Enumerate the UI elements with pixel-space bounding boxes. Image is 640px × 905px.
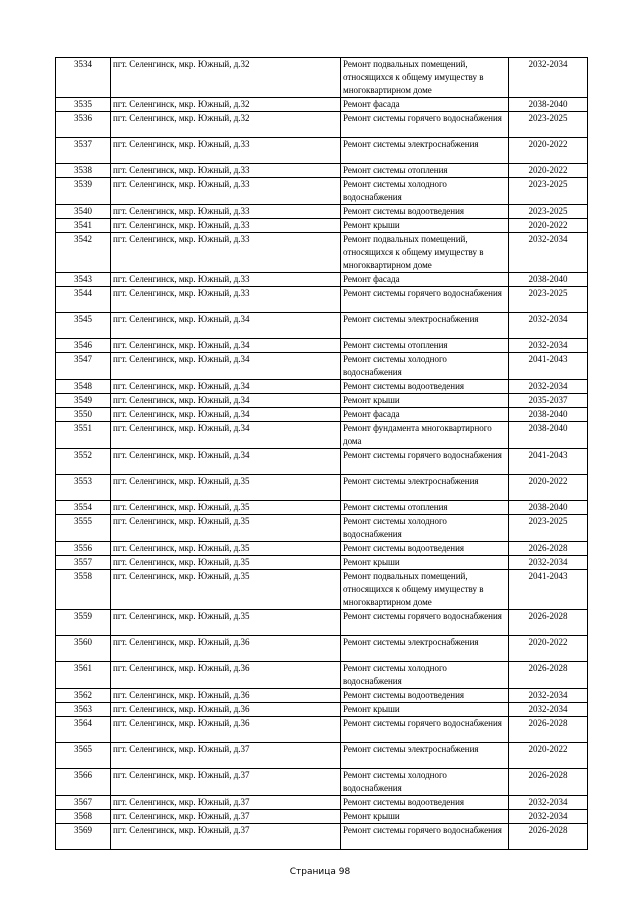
period-cell: 2026-2028 [509,542,588,556]
row-number: 3569 [56,824,111,850]
period-cell: 2032-2034 [509,380,588,394]
row-number: 3565 [56,743,111,769]
table-row [56,515,588,542]
repair-schedule-table [55,57,588,850]
row-number: 3549 [56,394,111,408]
period-cell: 2032-2034 [509,556,588,570]
address-cell: пгт. Селенгинск, мкр. Южный, д.33 [111,233,341,273]
work-type-cell: Ремонт фасада [341,273,509,287]
address-cell: пгт. Селенгинск, мкр. Южный, д.34 [111,339,341,353]
work-type-cell: Ремонт системы горячего водоснабжения [341,287,509,313]
address-cell: пгт. Селенгинск, мкр. Южный, д.36 [111,703,341,717]
period-cell: 2032-2034 [509,796,588,810]
work-type-cell: Ремонт системы электроснабжения [341,636,509,662]
address-cell: пгт. Селенгинск, мкр. Южный, д.35 [111,556,341,570]
address-cell: пгт. Селенгинск, мкр. Южный, д.36 [111,636,341,662]
table-row [56,313,588,339]
period-cell: 2020-2022 [509,138,588,164]
work-type-cell: Ремонт системы отопления [341,164,509,178]
period-cell: 2038-2040 [509,422,588,449]
row-number: 3550 [56,408,111,422]
row-number: 3568 [56,810,111,824]
period-cell: 2020-2022 [509,743,588,769]
address-cell: пгт. Селенгинск, мкр. Южный, д.34 [111,449,341,475]
row-number: 3535 [56,98,111,112]
work-type-cell: Ремонт системы горячего водоснабжения [341,112,509,138]
address-cell: пгт. Селенгинск, мкр. Южный, д.34 [111,353,341,380]
period-cell: 2023-2025 [509,205,588,219]
work-type-cell: Ремонт системы холодного водоснабжения [341,662,509,689]
period-cell: 2038-2040 [509,408,588,422]
row-number: 3536 [56,112,111,138]
period-cell: 2026-2028 [509,717,588,743]
address-cell: пгт. Селенгинск, мкр. Южный, д.32 [111,112,341,138]
address-cell: пгт. Селенгинск, мкр. Южный, д.35 [111,475,341,501]
table-row [56,380,588,394]
table-row [56,205,588,219]
row-number: 3537 [56,138,111,164]
period-cell: 2032-2034 [509,810,588,824]
work-type-cell: Ремонт крыши [341,810,509,824]
table-row [56,662,588,689]
address-cell: пгт. Селенгинск, мкр. Южный, д.37 [111,824,341,850]
row-number: 3547 [56,353,111,380]
row-number: 3544 [56,287,111,313]
row-number: 3542 [56,233,111,273]
table-row [56,570,588,610]
work-type-cell: Ремонт системы электроснабжения [341,743,509,769]
period-cell: 2026-2028 [509,824,588,850]
table-row [56,273,588,287]
work-type-cell: Ремонт системы холодного водоснабжения [341,178,509,205]
work-type-cell: Ремонт системы водоотведения [341,380,509,394]
work-type-cell: Ремонт фасада [341,98,509,112]
row-number: 3541 [56,219,111,233]
address-cell: пгт. Селенгинск, мкр. Южный, д.37 [111,769,341,796]
row-number: 3562 [56,689,111,703]
table-row [56,689,588,703]
row-number: 3543 [56,273,111,287]
work-type-cell: Ремонт крыши [341,219,509,233]
table-row [56,408,588,422]
table-row [56,98,588,112]
row-number: 3548 [56,380,111,394]
work-type-cell: Ремонт крыши [341,394,509,408]
period-cell: 2026-2028 [509,769,588,796]
table-row [56,353,588,380]
address-cell: пгт. Селенгинск, мкр. Южный, д.34 [111,394,341,408]
address-cell: пгт. Селенгинск, мкр. Южный, д.37 [111,743,341,769]
table-row [56,610,588,636]
table-row [56,703,588,717]
period-cell: 2032-2034 [509,233,588,273]
address-cell: пгт. Селенгинск, мкр. Южный, д.33 [111,287,341,313]
table-row [56,743,588,769]
table-row [56,769,588,796]
table-row [56,422,588,449]
table-row [56,796,588,810]
period-cell: 2023-2025 [509,515,588,542]
table-row [56,556,588,570]
page-number: Страница 98 [289,867,351,877]
period-cell: 2032-2034 [509,313,588,339]
row-number: 3558 [56,570,111,610]
table-row [56,394,588,408]
address-cell: пгт. Селенгинск, мкр. Южный, д.36 [111,662,341,689]
address-cell: пгт. Селенгинск, мкр. Южный, д.35 [111,515,341,542]
address-cell: пгт. Селенгинск, мкр. Южный, д.37 [111,810,341,824]
period-cell: 2038-2040 [509,273,588,287]
address-cell: пгт. Селенгинск, мкр. Южный, д.33 [111,178,341,205]
work-type-cell: Ремонт системы электроснабжения [341,313,509,339]
table-row [56,58,588,98]
address-cell: пгт. Селенгинск, мкр. Южный, д.32 [111,58,341,98]
work-type-cell: Ремонт системы горячего водоснабжения [341,824,509,850]
address-cell: пгт. Селенгинск, мкр. Южный, д.34 [111,422,341,449]
row-number: 3560 [56,636,111,662]
table-row [56,164,588,178]
period-cell: 2032-2034 [509,689,588,703]
row-number: 3534 [56,58,111,98]
table-row [56,810,588,824]
period-cell: 2032-2034 [509,703,588,717]
work-type-cell: Ремонт системы водоотведения [341,542,509,556]
address-cell: пгт. Селенгинск, мкр. Южный, д.34 [111,380,341,394]
table-row [56,636,588,662]
work-type-cell: Ремонт системы электроснабжения [341,138,509,164]
address-cell: пгт. Селенгинск, мкр. Южный, д.34 [111,408,341,422]
period-cell: 2041-2043 [509,570,588,610]
work-type-cell: Ремонт системы холодного водоснабжения [341,353,509,380]
address-cell: пгт. Селенгинск, мкр. Южный, д.33 [111,164,341,178]
work-type-cell: Ремонт фундамента многоквартирного дома [341,422,509,449]
row-number: 3556 [56,542,111,556]
row-number: 3539 [56,178,111,205]
table-row [56,287,588,313]
row-number: 3538 [56,164,111,178]
work-type-cell: Ремонт системы отопления [341,501,509,515]
table-row [56,219,588,233]
period-cell: 2023-2025 [509,178,588,205]
address-cell: пгт. Селенгинск, мкр. Южный, д.34 [111,313,341,339]
table-row [56,449,588,475]
work-type-cell: Ремонт системы водоотведения [341,205,509,219]
table-row [56,138,588,164]
row-number: 3567 [56,796,111,810]
row-number: 3554 [56,501,111,515]
table-row [56,178,588,205]
period-cell: 2041-2043 [509,449,588,475]
address-cell: пгт. Селенгинск, мкр. Южный, д.36 [111,689,341,703]
row-number: 3551 [56,422,111,449]
work-type-cell: Ремонт системы горячего водоснабжения [341,449,509,475]
work-type-cell: Ремонт подвальных помещений, относящихся к общему имуществу в многоквартирном доме [341,233,509,273]
work-type-cell: Ремонт системы отопления [341,339,509,353]
work-type-cell: Ремонт системы горячего водоснабжения [341,717,509,743]
work-type-cell: Ремонт подвальных помещений, относящихся к общему имуществу в многоквартирном доме [341,58,509,98]
row-number: 3559 [56,610,111,636]
address-cell: пгт. Селенгинск, мкр. Южный, д.35 [111,570,341,610]
row-number: 3561 [56,662,111,689]
address-cell: пгт. Селенгинск, мкр. Южный, д.35 [111,542,341,556]
table-row [56,501,588,515]
row-number: 3557 [56,556,111,570]
row-number: 3563 [56,703,111,717]
table-row [56,542,588,556]
table-body [56,58,588,850]
table-row [56,233,588,273]
work-type-cell: Ремонт подвальных помещений, относящихся к общему имуществу в многоквартирном доме [341,570,509,610]
period-cell: 2035-2037 [509,394,588,408]
address-cell: пгт. Селенгинск, мкр. Южный, д.32 [111,98,341,112]
period-cell: 2023-2025 [509,287,588,313]
row-number: 3546 [56,339,111,353]
work-type-cell: Ремонт фасада [341,408,509,422]
work-type-cell: Ремонт системы водоотведения [341,796,509,810]
address-cell: пгт. Селенгинск, мкр. Южный, д.33 [111,273,341,287]
row-number: 3552 [56,449,111,475]
period-cell: 2020-2022 [509,219,588,233]
row-number: 3566 [56,769,111,796]
period-cell: 2038-2040 [509,501,588,515]
period-cell: 2020-2022 [509,164,588,178]
period-cell: 2032-2034 [509,58,588,98]
period-cell: 2020-2022 [509,636,588,662]
work-type-cell: Ремонт крыши [341,703,509,717]
address-cell: пгт. Селенгинск, мкр. Южный, д.36 [111,717,341,743]
table-row [56,717,588,743]
table-row [56,824,588,850]
row-number: 3564 [56,717,111,743]
table-row [56,112,588,138]
row-number: 3545 [56,313,111,339]
period-cell: 2020-2022 [509,475,588,501]
row-number: 3540 [56,205,111,219]
period-cell: 2026-2028 [509,662,588,689]
row-number: 3555 [56,515,111,542]
period-cell: 2041-2043 [509,353,588,380]
address-cell: пгт. Селенгинск, мкр. Южный, д.33 [111,219,341,233]
row-number: 3553 [56,475,111,501]
address-cell: пгт. Селенгинск, мкр. Южный, д.33 [111,138,341,164]
address-cell: пгт. Селенгинск, мкр. Южный, д.33 [111,205,341,219]
address-cell: пгт. Селенгинск, мкр. Южный, д.35 [111,610,341,636]
work-type-cell: Ремонт крыши [341,556,509,570]
work-type-cell: Ремонт системы электроснабжения [341,475,509,501]
period-cell: 2023-2025 [509,112,588,138]
work-type-cell: Ремонт системы горячего водоснабжения [341,610,509,636]
table-row [56,475,588,501]
address-cell: пгт. Селенгинск, мкр. Южный, д.35 [111,501,341,515]
period-cell: 2026-2028 [509,610,588,636]
table-row [56,339,588,353]
work-type-cell: Ремонт системы холодного водоснабжения [341,769,509,796]
period-cell: 2032-2034 [509,339,588,353]
period-cell: 2038-2040 [509,98,588,112]
address-cell: пгт. Селенгинск, мкр. Южный, д.37 [111,796,341,810]
work-type-cell: Ремонт системы холодного водоснабжения [341,515,509,542]
work-type-cell: Ремонт системы водоотведения [341,689,509,703]
